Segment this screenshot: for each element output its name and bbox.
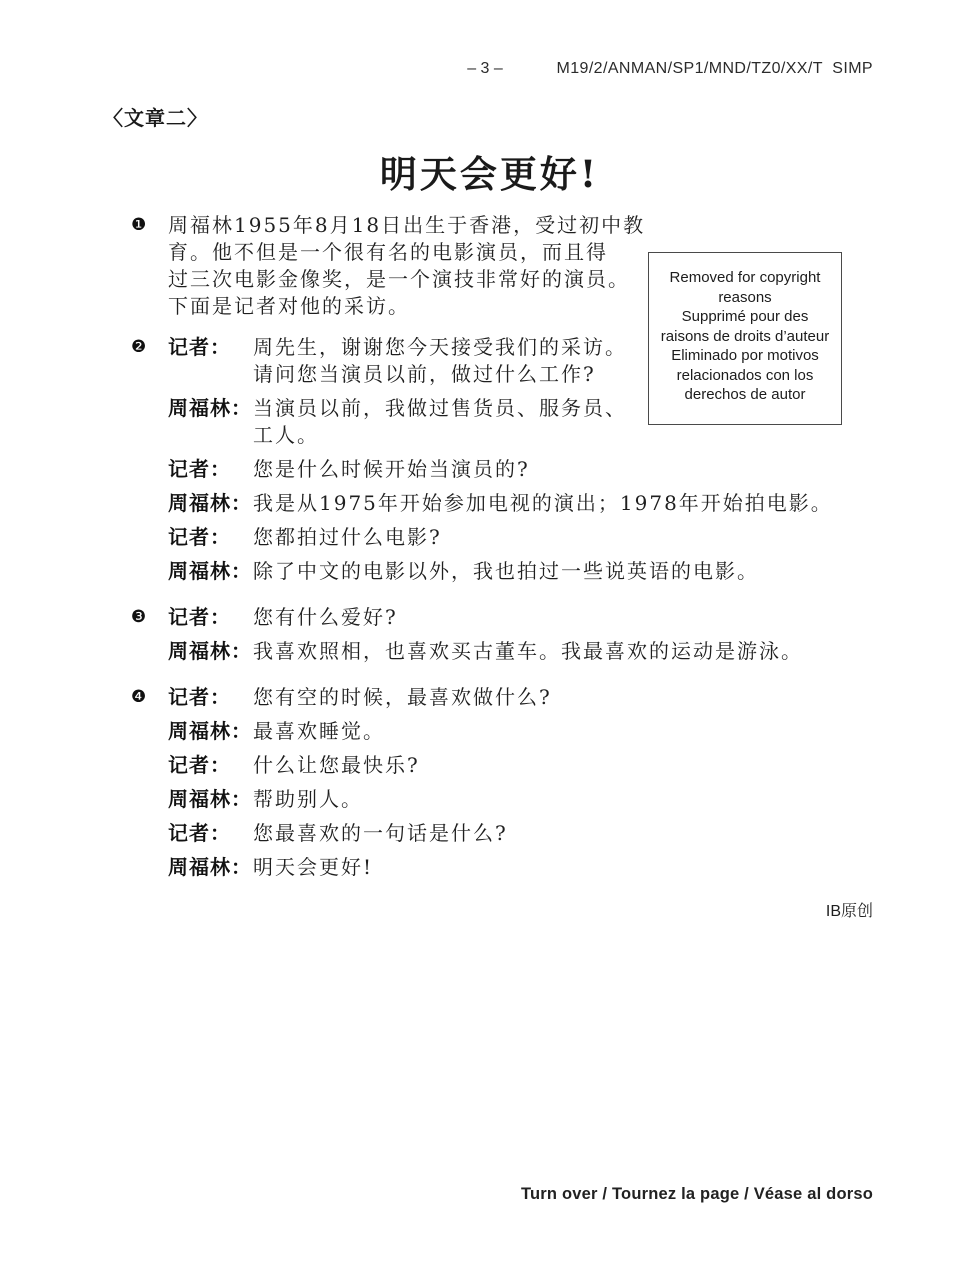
speech-line: 除了中文的电影以外，我也拍过一些说英语的电影。 [253, 559, 759, 583]
speaker-label: 记者： [168, 753, 231, 777]
speech-text [253, 854, 873, 881]
speaker-label: 周福林： [168, 559, 252, 583]
dialogue-turn [131, 490, 873, 517]
speech-text [253, 456, 873, 483]
dialogue-turn [131, 638, 873, 665]
dialogue-turn [131, 786, 873, 813]
speaker-label: 周福林： [168, 396, 252, 420]
copyright-line: raisons de droits d’auteur [660, 327, 830, 345]
speech-text [253, 820, 873, 847]
dialogue-turn [131, 820, 873, 847]
speech-line: 您有空的时候，最喜欢做什么? [253, 685, 552, 709]
speech-text [253, 490, 873, 517]
speech-line: 明天会更好! [253, 855, 374, 879]
speech-line: 我是从1975年开始参加电视的演出；1978年开始拍电影。 [253, 491, 833, 515]
speaker-label: 记者： [168, 821, 231, 845]
speech-text [253, 558, 873, 585]
speech-text [253, 638, 873, 665]
copyright-line: Removed for copyright [669, 269, 821, 286]
copyright-line: Eliminado por motivos [671, 347, 819, 364]
speech-text [253, 752, 873, 779]
paragraph-number-badge: ❶ [131, 215, 147, 235]
footer-turn-over: Turn over / Tournez la page / Véase al dorso [520, 1185, 873, 1203]
dialogue-turn [131, 395, 873, 449]
section-number-badge: ❸ [131, 607, 147, 627]
intro-line: 下面是记者对他的采访。 [168, 294, 410, 318]
speaker-label: 周福林： [168, 787, 252, 811]
speech-line: 当演员以前，我做过售货员、服务员、 [253, 396, 627, 420]
speaker-label: 周福林： [168, 639, 252, 663]
speech-text [253, 395, 873, 449]
dialogue [131, 334, 873, 881]
page-number: – 3 – [467, 60, 503, 77]
speech-line: 周先生，谢谢您今天接受我们的采访。 [253, 335, 627, 359]
dialogue-turn [131, 684, 873, 711]
speaker-label: 周福林： [168, 719, 252, 743]
speaker-label: 记者： [168, 685, 231, 709]
copyright-line: relacionados con los [676, 366, 814, 384]
article-title: 明天会更好! [379, 152, 600, 196]
dialogue-turn [131, 854, 873, 881]
speaker-label: 记者： [168, 457, 231, 481]
section-number-badge: ❹ [131, 687, 147, 707]
speech-line: 您都拍过什么电影? [253, 525, 442, 549]
article-label: 〈文章二〉 [103, 106, 208, 130]
dialogue-turn [131, 456, 873, 483]
speech-line: 请问您当演员以前，做过什么工作? [253, 362, 596, 386]
speaker-label: 周福林： [168, 855, 252, 879]
speech-line: 工人。 [253, 423, 319, 447]
speaker-label: 记者： [168, 525, 231, 549]
dialogue-turn [131, 524, 873, 551]
attribution: IB原创 [825, 903, 873, 920]
dialogue-turn [131, 752, 873, 779]
intro-line: 周福林1955年8月18日出生于香港，受过初中教 [168, 213, 646, 237]
copyright-line: reasons [718, 288, 772, 306]
speech-text [253, 718, 873, 745]
speech-line: 最喜欢睡觉。 [253, 719, 385, 743]
copyright-line: Supprimé pour des [681, 308, 809, 325]
speech-line: 帮助别人。 [253, 787, 363, 811]
speech-text [253, 684, 873, 711]
speech-line: 我喜欢照相，也喜欢买古董车。我最喜欢的运动是游泳。 [253, 639, 803, 663]
speaker-label: 周福林： [168, 491, 252, 515]
speaker-label: 记者： [168, 605, 231, 629]
section-number-badge: ❷ [131, 337, 147, 357]
speech-line: 您是什么时候开始当演员的? [253, 457, 530, 481]
speech-text [253, 334, 873, 388]
dialogue-turn [131, 718, 873, 745]
intro-paragraph [131, 212, 645, 320]
speech-line: 您有什么爱好? [253, 605, 398, 629]
paper-code: M19/2/ANMAN/SP1/MND/TZ0/XX/T SIMP [556, 60, 873, 77]
speech-text [253, 786, 873, 813]
intro-text [168, 212, 645, 320]
speech-text [253, 604, 873, 631]
intro-line: 过三次电影金像奖，是一个演技非常好的演员。 [168, 267, 630, 291]
dialogue-turn [131, 334, 873, 388]
copyright-line: derechos de autor [684, 386, 806, 403]
speaker-label: 记者： [168, 335, 231, 359]
dialogue-turn [131, 558, 873, 585]
speech-line: 您最喜欢的一句话是什么? [253, 821, 508, 845]
speech-text [253, 524, 873, 551]
speech-line: 什么让您最快乐? [253, 753, 420, 777]
dialogue-turn [131, 604, 873, 631]
intro-line: 育。他不但是一个很有名的电影演员，而且得 [168, 240, 608, 264]
